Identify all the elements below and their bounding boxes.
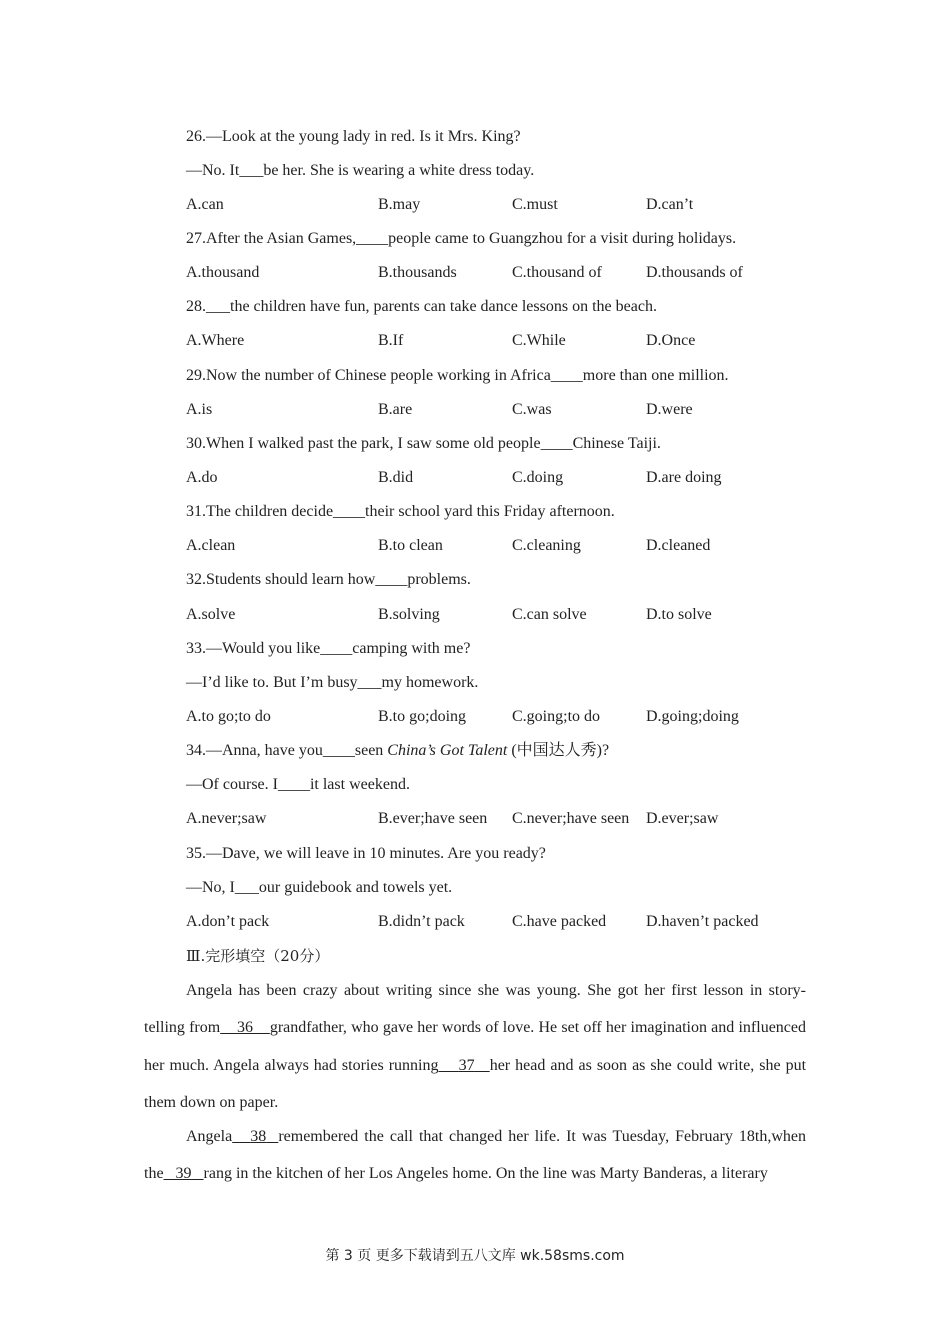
passage-text: remembered the call that changed her life. It was Tuesday, February 18th,when the — [144, 1128, 807, 1183]
option-a: A.clean — [186, 537, 236, 554]
question-34-reply: —Of course. I____it last weekend. — [186, 776, 410, 793]
question-35-stem: 35.—Dave, we will leave in 10 minutes. Are you ready? — [186, 845, 546, 862]
option-c: C.must — [512, 196, 558, 213]
option-d: D.thousands of — [646, 264, 743, 281]
question-35-reply: —No, I___our guidebook and towels yet. — [186, 879, 453, 896]
passage-text: Angela — [186, 1128, 233, 1145]
option-c: C.doing — [512, 469, 564, 486]
question-27-stem: 27.After the Asian Games,____people came to Guangzhou for a visit during holidays. — [186, 230, 737, 247]
page-footer: 第 3 页 更多下载请到五八文库 wk.58sms.com — [325, 1248, 625, 1264]
question-34-stem — [186, 741, 609, 761]
option-c: C.cleaning — [512, 537, 581, 554]
question-26-reply: —No. It___be her. She is wearing a white dress today. — [186, 162, 535, 179]
option-b: B.ever;have seen — [378, 810, 488, 827]
blank-36: 36 — [237, 1019, 253, 1037]
option-d: D.Once — [646, 332, 696, 349]
option-d: D.were — [646, 401, 693, 418]
option-c: C.thousand of — [512, 264, 602, 281]
question-33-stem: 33.—Would you like____camping with me? — [186, 640, 471, 657]
option-a: A.do — [186, 469, 218, 486]
option-d: D.ever;saw — [646, 810, 719, 827]
question-30-stem: 30.When I walked past the park, I saw some old people____Chinese Taiji. — [186, 435, 661, 452]
option-b: B.If — [378, 332, 404, 349]
option-c: C.was — [512, 401, 552, 418]
stem-text-end: (中国达人秀)? — [507, 742, 610, 759]
question-31-stem: 31.The children decide____their school yard this Friday afternoon. — [186, 503, 615, 520]
option-c: C.can solve — [512, 606, 587, 623]
stem-text: 34.—Anna, have you____seen — [186, 742, 388, 759]
option-a: A.is — [186, 401, 213, 418]
question-26-stem: 26.—Look at the young lady in red. Is it Mrs. King? — [186, 128, 521, 145]
option-d: D.haven’t packed — [646, 913, 759, 930]
option-b: B.may — [378, 196, 421, 213]
passage-paragraph-2 — [144, 1118, 806, 1193]
question-32-stem: 32.Students should learn how____problems. — [186, 571, 471, 588]
section-heading: Ⅲ.完形填空（20分） — [186, 947, 330, 965]
option-d: D.to solve — [646, 606, 712, 623]
option-c: C.While — [512, 332, 566, 349]
option-a: A.to go;to do — [186, 708, 271, 725]
option-b: B.thousands — [378, 264, 457, 281]
option-b: B.are — [378, 401, 413, 418]
blank-38: 38 — [250, 1128, 267, 1145]
option-d: D.can’t — [646, 196, 694, 213]
passage-text: grandfather, who gave her words of love. He set off her imagination and influenced her much. Angela always had stories running — [144, 1019, 806, 1074]
passage-text: rang in the kitchen of her Los Angeles home. On the line was Marty Banderas, a literary — [203, 1165, 768, 1183]
option-d: D.cleaned — [646, 537, 711, 554]
option-a: A.never;saw — [186, 810, 267, 827]
option-a: A.Where — [186, 332, 245, 349]
question-28-stem: 28.___the children have fun, parents can take dance lessons on the beach. — [186, 298, 657, 315]
option-b: B.to clean — [378, 537, 443, 554]
option-a: A.solve — [186, 606, 236, 623]
blank-39: 39 — [175, 1165, 192, 1183]
option-c: C.never;have seen — [512, 810, 630, 827]
option-d: D.are doing — [646, 469, 722, 486]
option-b: B.solving — [378, 606, 440, 623]
option-c: C.going;to do — [512, 708, 601, 725]
option-d: D.going;doing — [646, 708, 739, 725]
passage-text: her head and as soon as she could write, she put them down on paper. — [144, 1056, 807, 1112]
show-title: China’s Got Talent — [387, 742, 508, 759]
option-b: B.did — [378, 469, 414, 486]
question-29-stem: 29.Now the number of Chinese people working in Africa____more than one million. — [186, 367, 729, 384]
passage-text: Angela has been crazy about writing since she was young. She got her first lesson in story-telling from — [144, 982, 806, 1037]
option-b: B.to go;doing — [378, 708, 467, 725]
option-a: A.can — [186, 196, 224, 213]
option-a: A.thousand — [186, 264, 260, 281]
option-b: B.didn’t pack — [378, 913, 465, 930]
passage-paragraph-1 — [144, 972, 806, 1122]
option-a: A.don’t pack — [186, 913, 270, 930]
blank-37: 37 — [458, 1056, 475, 1074]
option-c: C.have packed — [512, 913, 607, 930]
question-33-reply: —I’d like to. But I’m busy___my homework. — [186, 674, 479, 691]
